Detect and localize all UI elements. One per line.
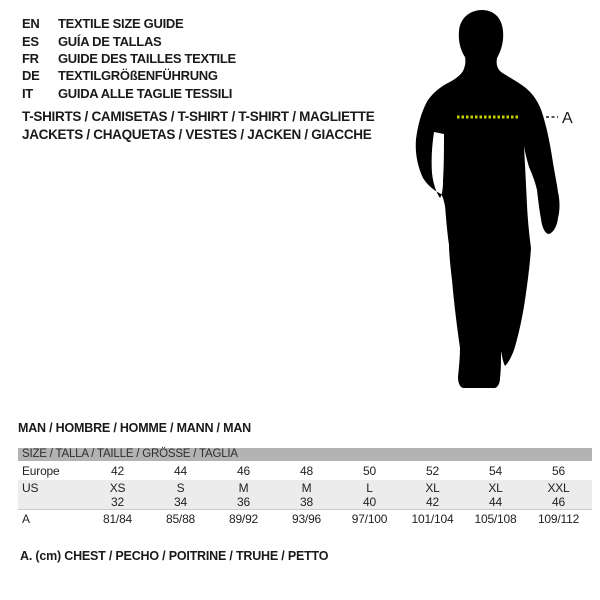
- size-cell: 40: [363, 495, 376, 509]
- language-title: GUIDA ALLE TAGLIE TESSILI: [58, 85, 233, 101]
- size-cell: S: [176, 480, 185, 495]
- language-row-fr: [22, 50, 236, 67]
- language-row-es: [22, 32, 236, 49]
- size-cell: 97/100: [351, 512, 388, 526]
- man-silhouette: [416, 10, 560, 388]
- size-cell: 105/108: [474, 512, 517, 526]
- garment-categories: [22, 108, 374, 144]
- language-code: EN: [22, 16, 40, 32]
- size-cell: 46: [552, 495, 565, 509]
- size-cell: 36: [237, 495, 250, 509]
- language-title: GUIDE DES TAILLES TEXTILE: [58, 50, 236, 66]
- language-title: GUÍA DE TALLAS: [58, 33, 162, 49]
- size-cell: 54: [489, 463, 502, 478]
- size-cell: 85/88: [165, 512, 196, 526]
- size-cell: M: [238, 480, 249, 495]
- size-cell: 48: [300, 463, 313, 478]
- size-cell: 93/96: [291, 512, 322, 526]
- size-cell: 52: [426, 463, 439, 478]
- language-code: IT: [22, 85, 33, 101]
- table-row-unlabeled: [18, 495, 592, 509]
- size-cell: XL: [488, 480, 503, 495]
- size-cell: 44: [174, 463, 187, 478]
- size-cell: M: [301, 480, 312, 495]
- measure-footnote: A. (cm) CHEST / PECHO / POITRINE / TRUHE / PETTO: [20, 549, 329, 563]
- table-row-us: [18, 480, 592, 495]
- size-cell: 42: [426, 495, 439, 509]
- size-table: [18, 448, 592, 528]
- size-cell: 42: [111, 463, 124, 478]
- row-label: A: [22, 512, 30, 526]
- size-cell: 38: [300, 495, 313, 509]
- table-row-a-chest: [18, 509, 592, 528]
- table-alt-band: [18, 480, 592, 509]
- row-label: Europe: [22, 463, 60, 478]
- language-row-it: [22, 85, 236, 102]
- table-row-europe: [18, 461, 592, 480]
- size-cell: 34: [174, 495, 187, 509]
- size-table-header: SIZE / TALLA / TAILLE / GRÖSSE / TAGLIA: [18, 448, 592, 461]
- size-cell: XL: [425, 480, 440, 495]
- size-cell: 109/112: [537, 512, 580, 526]
- size-cell: XS: [109, 480, 126, 495]
- row-label: US: [22, 480, 39, 495]
- language-code: ES: [22, 33, 39, 49]
- language-title: TEXTILGRÖßENFÜHRUNG: [58, 68, 218, 84]
- language-list: [22, 15, 236, 102]
- size-cell: 89/92: [228, 512, 259, 526]
- size-cell: 50: [363, 463, 376, 478]
- language-row-en: [22, 15, 236, 32]
- man-silhouette-diagram: [400, 5, 600, 395]
- size-cell: 44: [489, 495, 502, 509]
- language-code: FR: [22, 50, 39, 66]
- section-title-man: MAN / HOMBRE / HOMME / MANN / MAN: [18, 421, 251, 435]
- measure-label-a: A: [562, 110, 573, 127]
- size-cell: 46: [237, 463, 250, 478]
- size-cell: L: [366, 480, 373, 495]
- category-line-tshirts: T-SHIRTS / CAMISETAS / T-SHIRT / T-SHIRT / MAGLIETTE: [22, 109, 375, 124]
- language-title: TEXTILE SIZE GUIDE: [58, 16, 184, 32]
- language-code: DE: [22, 68, 40, 84]
- language-row-de: [22, 67, 236, 84]
- size-cell: 101/104: [411, 512, 454, 526]
- size-cell: 56: [552, 463, 565, 478]
- category-line-jackets: JACKETS / CHAQUETAS / VESTES / JACKEN / GIACCHE: [22, 127, 372, 142]
- size-cell: 81/84: [102, 512, 133, 526]
- size-cell: 32: [111, 495, 124, 509]
- size-cell: XXL: [547, 480, 570, 495]
